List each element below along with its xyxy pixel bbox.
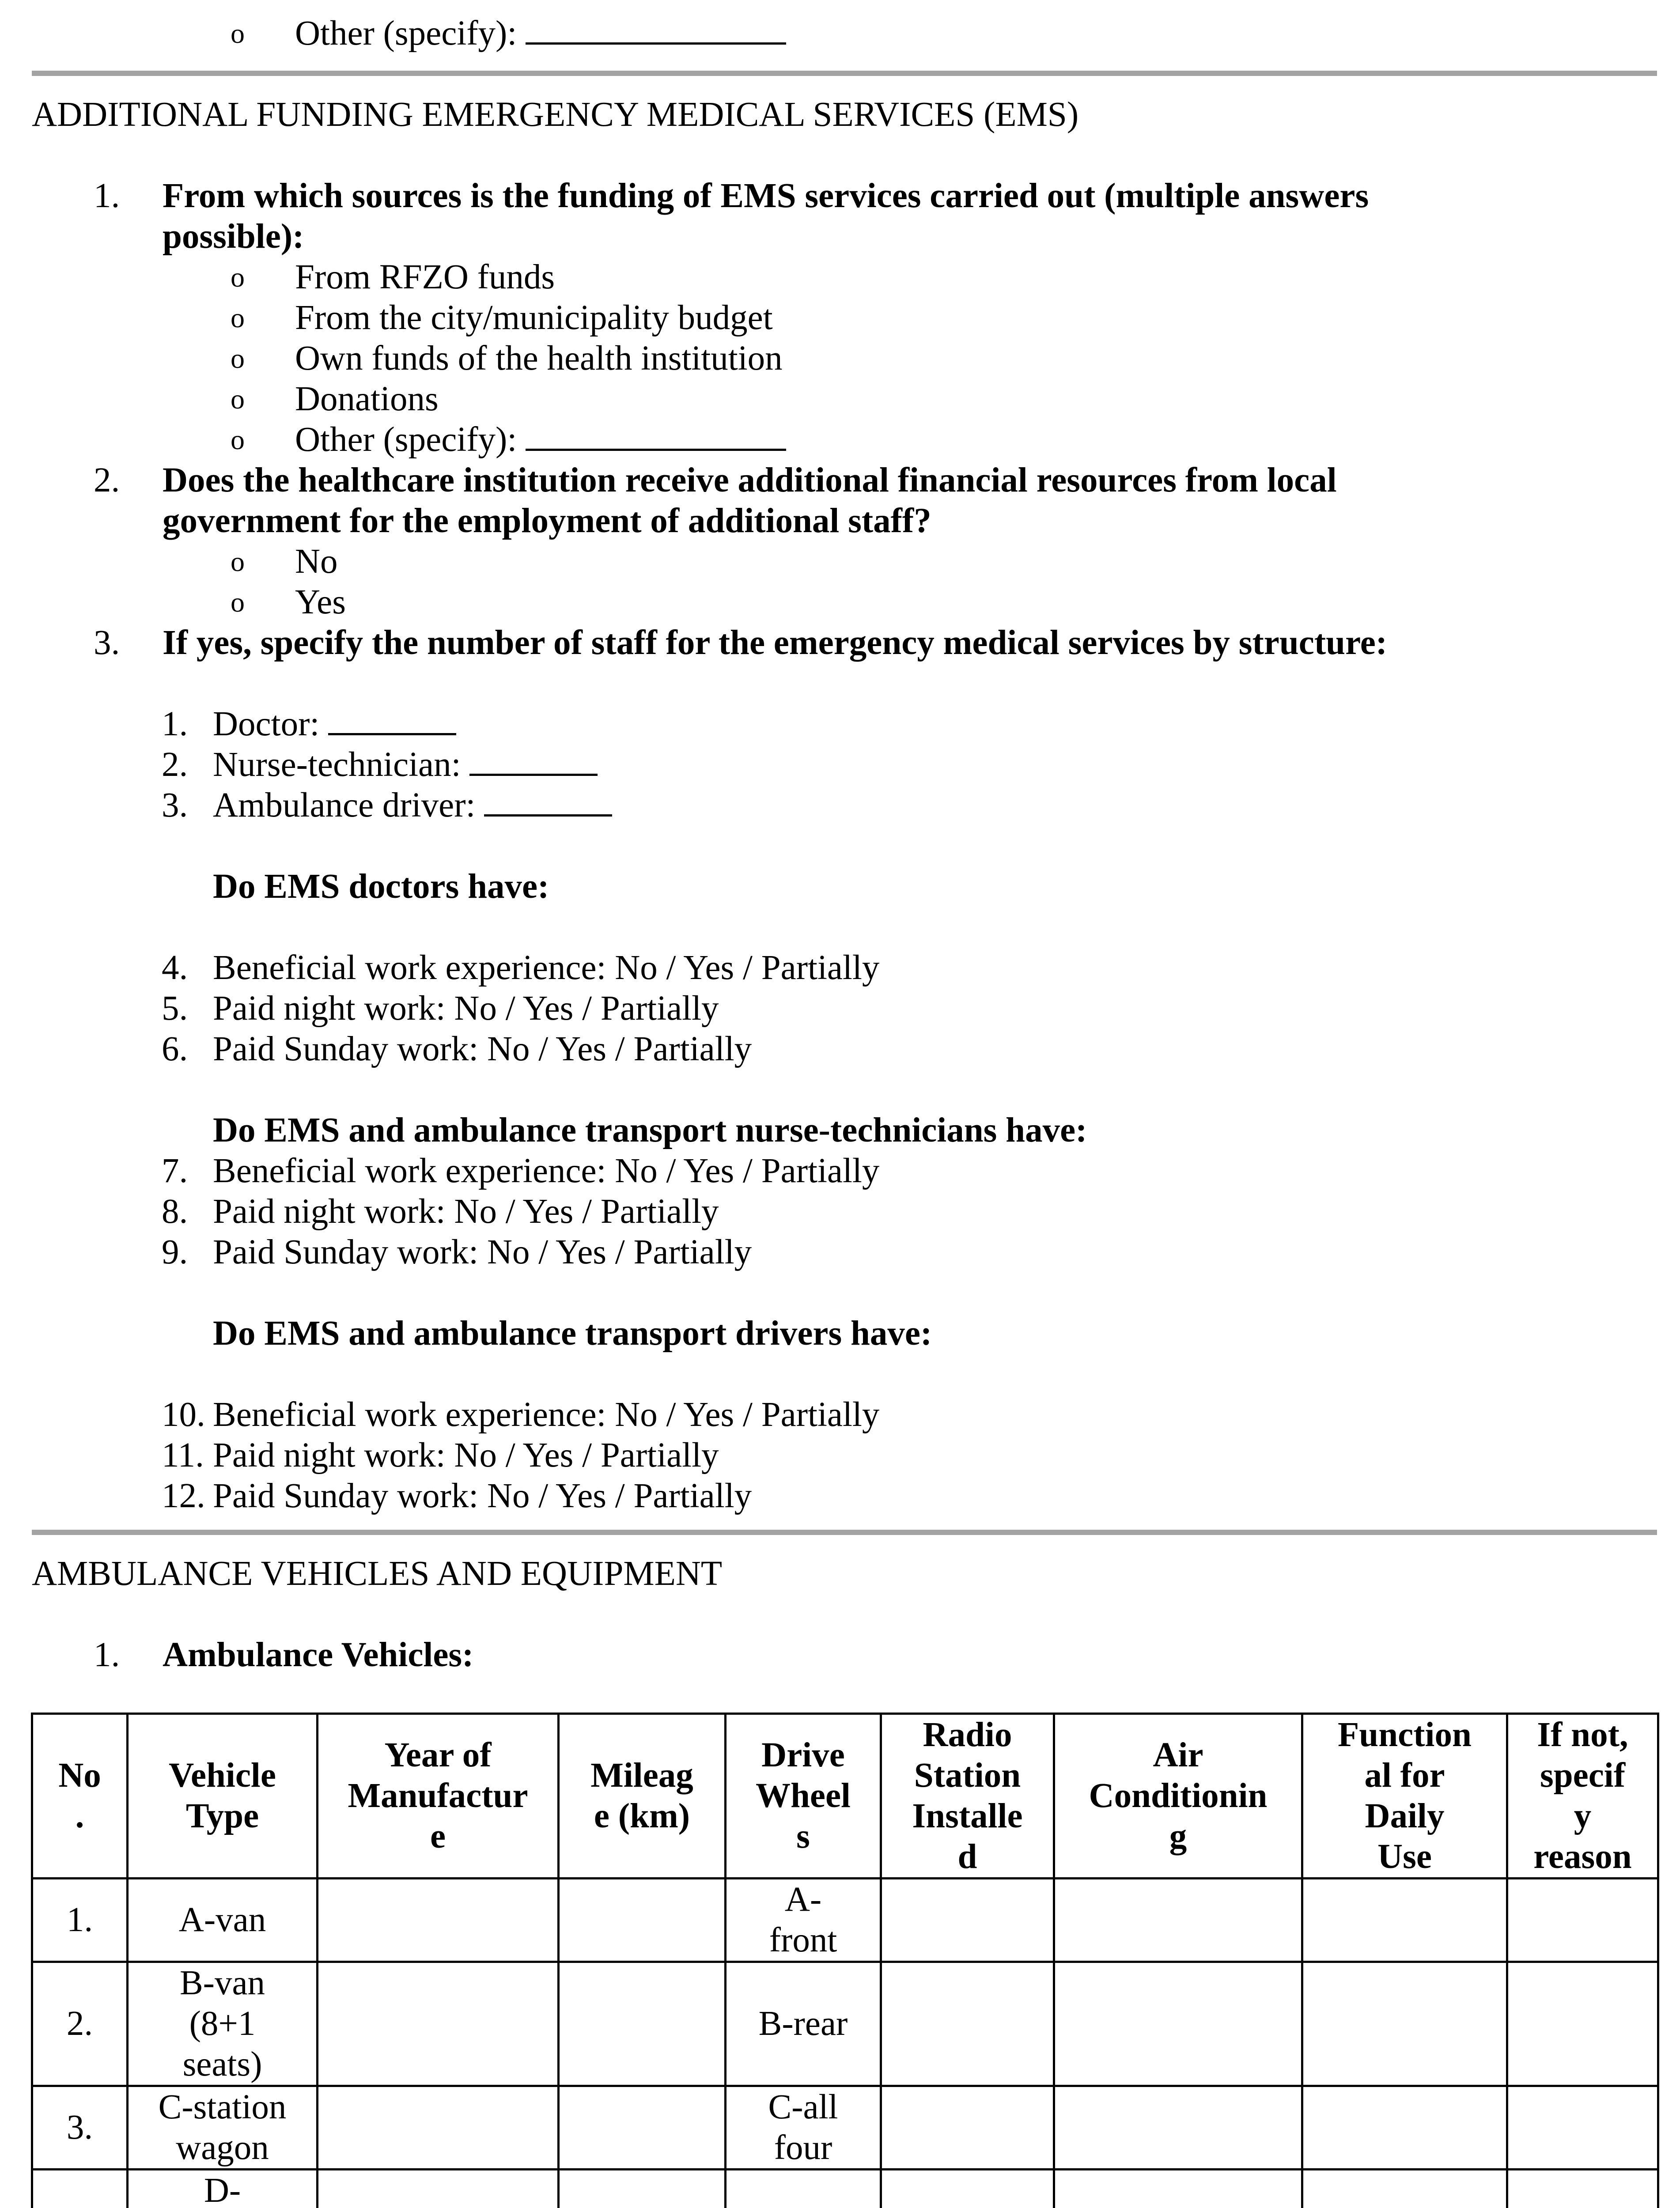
section-divider bbox=[32, 71, 1657, 76]
staff-number: 1. bbox=[162, 705, 188, 743]
cell-no: 3. bbox=[32, 2086, 128, 2170]
driver-item[interactable]: Beneficial work experience: No / Yes / Partially bbox=[213, 1395, 880, 1434]
option-other[interactable]: Other (specify): bbox=[295, 420, 786, 460]
item-number: 9. bbox=[162, 1233, 188, 1271]
staff-doctor: Doctor: bbox=[213, 704, 456, 745]
doctor-item[interactable]: Paid Sunday work: No / Yes / Partially bbox=[213, 1030, 752, 1068]
question-3-text: If yes, specify the number of staff for the emergency medical services by structure: bbox=[163, 624, 1388, 662]
cell-vehicle-type: B-van (8+1 seats) bbox=[128, 1962, 318, 2086]
bullet-icon: o bbox=[231, 261, 245, 293]
cell-radio[interactable] bbox=[881, 2086, 1054, 2170]
item-number: 11. bbox=[162, 1436, 204, 1475]
cell-mileage[interactable] bbox=[559, 1962, 726, 2086]
bullet-icon: o bbox=[231, 383, 245, 415]
cell-functional[interactable] bbox=[1302, 1879, 1507, 1962]
cell-mileage[interactable] bbox=[559, 2086, 726, 2170]
cell-radio[interactable] bbox=[881, 1879, 1054, 1962]
doctor-item[interactable]: Beneficial work experience: No / Yes / Partially bbox=[213, 949, 880, 987]
question-2-line-1: Does the healthcare institution receive additional financial resources from local bbox=[163, 461, 1337, 499]
bullet-icon: o bbox=[231, 302, 245, 333]
ambulance-vehicles-label: Ambulance Vehicles: bbox=[163, 1636, 474, 1674]
top-other-blank[interactable] bbox=[526, 15, 786, 45]
item-number: 5. bbox=[162, 989, 188, 1028]
table-header-row bbox=[32, 1714, 1658, 1879]
item-number: 7. bbox=[162, 1152, 188, 1190]
question-number: 2. bbox=[94, 461, 120, 499]
option-city-budget[interactable]: From the city/municipality budget bbox=[295, 299, 773, 337]
cell-year[interactable] bbox=[318, 2086, 559, 2170]
section-title-funding: ADDITIONAL FUNDING EMERGENCY MEDICAL SERVICES (EMS) bbox=[32, 95, 1079, 134]
header-mileage: Mileag e (km) bbox=[559, 1714, 726, 1879]
nurses-heading: Do EMS and ambulance transport nurse-technicians have: bbox=[213, 1111, 1087, 1149]
cell-year[interactable] bbox=[318, 2170, 559, 2208]
cell-vehicle-type: D- bbox=[128, 2170, 318, 2208]
staff-driver: Ambulance driver: bbox=[213, 785, 612, 826]
bullet-icon: o bbox=[231, 586, 245, 618]
doctor-count-blank[interactable] bbox=[328, 706, 456, 735]
cell-vehicle-type: C-station wagon bbox=[128, 2086, 318, 2170]
header-year: Year of Manufactur e bbox=[318, 1714, 559, 1879]
option-own-funds[interactable]: Own funds of the health institution bbox=[295, 339, 783, 378]
cell-mileage[interactable] bbox=[559, 2170, 726, 2208]
cell-reason[interactable] bbox=[1507, 1962, 1658, 2086]
nurse-item[interactable]: Paid Sunday work: No / Yes / Partially bbox=[213, 1233, 752, 1271]
doctors-heading: Do EMS doctors have: bbox=[213, 867, 549, 906]
header-functional: Function al for Daily Use bbox=[1302, 1714, 1507, 1879]
nurse-count-blank[interactable] bbox=[469, 746, 598, 776]
question-number: 3. bbox=[94, 624, 120, 662]
cell-drive: C-all four bbox=[726, 2086, 881, 2170]
nurse-item[interactable]: Beneficial work experience: No / Yes / Partially bbox=[213, 1152, 880, 1190]
cell-mileage[interactable] bbox=[559, 1879, 726, 1962]
table-row bbox=[32, 1879, 1658, 1962]
other-blank[interactable] bbox=[526, 421, 786, 451]
cell-functional[interactable] bbox=[1302, 2170, 1507, 2208]
cell-year[interactable] bbox=[318, 1962, 559, 2086]
item-number: 10. bbox=[162, 1395, 205, 1434]
cell-functional[interactable] bbox=[1302, 1962, 1507, 2086]
cell-year[interactable] bbox=[318, 1879, 559, 1962]
cell-reason[interactable] bbox=[1507, 1879, 1658, 1962]
staff-number: 2. bbox=[162, 745, 188, 784]
cell-no bbox=[32, 2170, 128, 2208]
bullet-icon: o bbox=[231, 546, 245, 577]
item-number: 4. bbox=[162, 949, 188, 987]
cell-no: 1. bbox=[32, 1879, 128, 1962]
header-drive-wheels: Drive Wheel s bbox=[726, 1714, 881, 1879]
item-number: 6. bbox=[162, 1030, 188, 1068]
cell-drive: A- front bbox=[726, 1879, 881, 1962]
ambulance-vehicles-table bbox=[31, 1713, 1659, 2208]
table-row bbox=[32, 2086, 1658, 2170]
question-1-line-2: possible): bbox=[163, 217, 304, 256]
header-no: No . bbox=[32, 1714, 128, 1879]
driver-item[interactable]: Paid night work: No / Yes / Partially bbox=[213, 1436, 719, 1475]
header-air-conditioning: Air Conditionin g bbox=[1054, 1714, 1302, 1879]
bullet-icon: o bbox=[231, 343, 245, 374]
nurse-item[interactable]: Paid night work: No / Yes / Partially bbox=[213, 1192, 719, 1231]
cell-radio[interactable] bbox=[881, 2170, 1054, 2208]
cell-air[interactable] bbox=[1054, 2086, 1302, 2170]
bullet-icon: o bbox=[231, 18, 245, 49]
header-reason: If not, specif y reason bbox=[1507, 1714, 1658, 1879]
drivers-heading: Do EMS and ambulance transport drivers have: bbox=[213, 1314, 932, 1353]
cell-functional[interactable] bbox=[1302, 2086, 1507, 2170]
driver-item[interactable]: Paid Sunday work: No / Yes / Partially bbox=[213, 1477, 752, 1515]
top-other-option: Other (specify): bbox=[295, 13, 786, 54]
driver-count-blank[interactable] bbox=[484, 787, 612, 817]
option-yes[interactable]: Yes bbox=[295, 583, 346, 621]
option-rfzo[interactable]: From RFZO funds bbox=[295, 258, 555, 296]
option-no[interactable]: No bbox=[295, 542, 338, 581]
table-row bbox=[32, 1962, 1658, 2086]
cell-drive[interactable] bbox=[726, 2170, 881, 2208]
cell-air[interactable] bbox=[1054, 1879, 1302, 1962]
section-divider bbox=[32, 1530, 1657, 1535]
cell-reason[interactable] bbox=[1507, 2170, 1658, 2208]
question-number: 1. bbox=[94, 1636, 120, 1674]
section-title-vehicles: AMBULANCE VEHICLES AND EQUIPMENT bbox=[32, 1554, 723, 1593]
header-radio: Radio Station Installe d bbox=[881, 1714, 1054, 1879]
question-2-line-2: government for the employment of additional staff? bbox=[163, 502, 931, 540]
staff-number: 3. bbox=[162, 786, 188, 824]
bullet-icon: o bbox=[231, 424, 245, 455]
header-vehicle-type: Vehicle Type bbox=[128, 1714, 318, 1879]
item-number: 12. bbox=[162, 1477, 205, 1515]
cell-air[interactable] bbox=[1054, 1962, 1302, 2086]
table-row bbox=[32, 2170, 1658, 2208]
question-number: 1. bbox=[94, 177, 120, 215]
doctor-item[interactable]: Paid night work: No / Yes / Partially bbox=[213, 989, 719, 1028]
cell-drive: B-rear bbox=[726, 1962, 881, 2086]
cell-radio[interactable] bbox=[881, 1962, 1054, 2086]
cell-reason[interactable] bbox=[1507, 2086, 1658, 2170]
cell-air[interactable] bbox=[1054, 2170, 1302, 2208]
question-1-line-1: From which sources is the funding of EMS services carried out (multiple answers bbox=[163, 177, 1369, 215]
staff-nurse: Nurse-technician: bbox=[213, 745, 598, 785]
option-donations[interactable]: Donations bbox=[295, 380, 439, 418]
item-number: 8. bbox=[162, 1192, 188, 1231]
cell-vehicle-type: A-van bbox=[128, 1879, 318, 1962]
cell-no: 2. bbox=[32, 1962, 128, 2086]
